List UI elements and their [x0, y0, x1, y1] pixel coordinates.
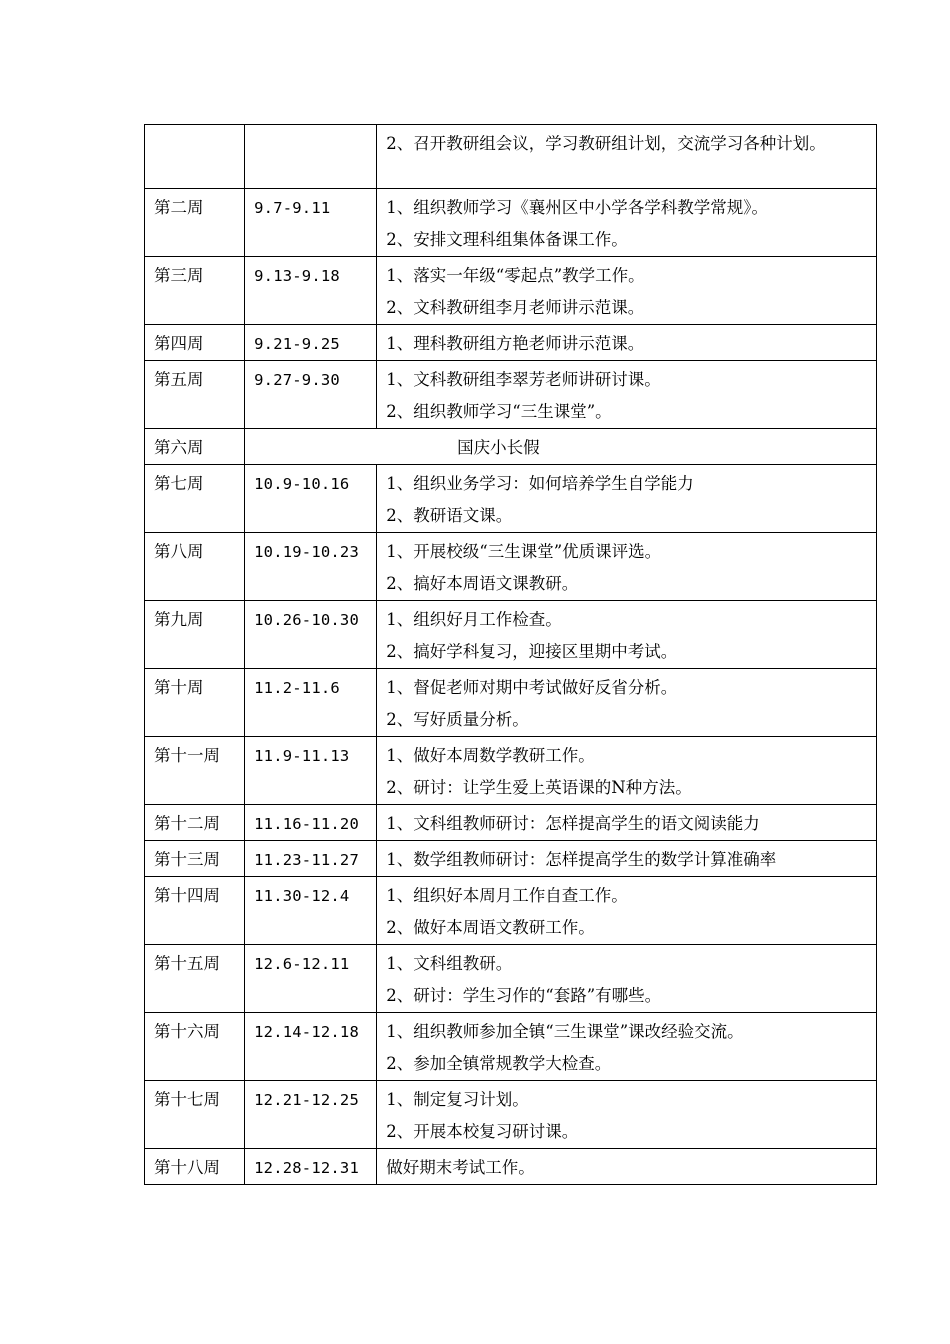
- date-range: 9.7-9.11: [254, 199, 331, 217]
- week-cell: [145, 257, 245, 325]
- week-label: 第四周: [154, 334, 204, 353]
- tasks-cell: [377, 533, 877, 601]
- tasks-cell: [377, 669, 877, 737]
- task-item: 2、召开教研组会议，学习教研组计划，交流学习各种计划。: [386, 134, 826, 153]
- task-item: 1、数学组教师研讨：怎样提高学生的数学计算准确率: [386, 850, 777, 869]
- task-item: 2、研讨：学生习作的“套路”有哪些。: [386, 986, 662, 1005]
- week-label: 第七周: [154, 474, 204, 493]
- task-item: 2、文科教研组李月老师讲示范课。: [386, 298, 645, 317]
- week-label: 第三周: [154, 266, 204, 285]
- tasks-cell: [377, 257, 877, 325]
- schedule-row: [145, 361, 877, 429]
- week-cell: [145, 361, 245, 429]
- date-range-cell: [245, 189, 377, 257]
- week-label: 第十一周: [154, 746, 220, 765]
- week-cell: [145, 737, 245, 805]
- week-label: 第八周: [154, 542, 204, 561]
- task-item: 2、安排文理科组集体备课工作。: [386, 230, 628, 249]
- tasks-cell: [377, 189, 877, 257]
- date-range-cell: [245, 1081, 377, 1149]
- date-range-cell: [245, 669, 377, 737]
- week-cell: [145, 601, 245, 669]
- tasks-cell: [377, 945, 877, 1013]
- task-item: 做好期末考试工作。: [386, 1158, 535, 1177]
- tasks-cell: [377, 1081, 877, 1149]
- task-item: 2、写好质量分析。: [386, 710, 529, 729]
- task-item: 2、搞好本周语文课教研。: [386, 574, 579, 593]
- task-item: 2、开展本校复习研讨课。: [386, 1122, 579, 1141]
- schedule-row: [145, 429, 877, 465]
- holiday-label: 国庆小长假: [457, 438, 540, 457]
- tasks-cell: [377, 1149, 877, 1185]
- date-range-cell: [245, 533, 377, 601]
- week-cell: [145, 533, 245, 601]
- date-range: 11.9-11.13: [254, 747, 350, 765]
- tasks-cell: [377, 877, 877, 945]
- schedule-row: [145, 805, 877, 841]
- schedule-row: [145, 737, 877, 805]
- date-range: 9.21-9.25: [254, 335, 340, 353]
- week-cell: [145, 1013, 245, 1081]
- task-item: 1、文科教研组李翠芳老师讲研讨课。: [386, 370, 661, 389]
- tasks-cell: [377, 601, 877, 669]
- task-item: 1、落实一年级“零起点”教学工作。: [386, 266, 645, 285]
- week-cell: [145, 877, 245, 945]
- task-item: 2、参加全镇常规教学大检查。: [386, 1054, 612, 1073]
- week-label: 第十三周: [154, 850, 220, 869]
- task-item: 1、理科教研组方艳老师讲示范课。: [386, 334, 645, 353]
- date-range-cell: [245, 257, 377, 325]
- schedule-row: [145, 945, 877, 1013]
- date-range: 10.9-10.16: [254, 475, 350, 493]
- week-cell: [145, 669, 245, 737]
- date-range-cell: [245, 1013, 377, 1081]
- task-item: 1、组织好月工作检查。: [386, 610, 562, 629]
- task-item: 1、组织教师学习《襄州区中小学各学科教学常规》。: [386, 198, 769, 217]
- task-item: 1、督促老师对期中考试做好反省分析。: [386, 678, 678, 697]
- date-range: 10.19-10.23: [254, 543, 359, 561]
- week-cell: [145, 465, 245, 533]
- schedule-row: [145, 257, 877, 325]
- week-label: 第十五周: [154, 954, 220, 973]
- date-range-cell: [245, 601, 377, 669]
- week-cell: [145, 805, 245, 841]
- schedule-row: [145, 1013, 877, 1081]
- schedule-row: [145, 601, 877, 669]
- task-item: 1、做好本周数学教研工作。: [386, 746, 595, 765]
- week-label: 第五周: [154, 370, 204, 389]
- tasks-cell: [377, 465, 877, 533]
- date-range-cell: [245, 805, 377, 841]
- date-range-cell: [245, 465, 377, 533]
- week-label: 第十四周: [154, 886, 220, 905]
- task-item: 1、组织教师参加全镇“三生课堂”课改经验交流。: [386, 1022, 744, 1041]
- week-cell: [145, 325, 245, 361]
- task-item: 1、开展校级“三生课堂”优质课评选。: [386, 542, 662, 561]
- date-range-cell: [245, 125, 377, 189]
- task-item: 1、组织好本周月工作自查工作。: [386, 886, 628, 905]
- week-label: 第十周: [154, 678, 204, 697]
- date-range: 11.23-11.27: [254, 851, 359, 869]
- date-range: 12.28-12.31: [254, 1159, 359, 1177]
- schedule-row: [145, 533, 877, 601]
- week-cell: [145, 841, 245, 877]
- schedule-row: [145, 1081, 877, 1149]
- schedule-row: [145, 189, 877, 257]
- date-range: 9.13-9.18: [254, 267, 340, 285]
- tasks-cell: [377, 841, 877, 877]
- week-cell: [145, 1149, 245, 1185]
- date-range-cell: [245, 325, 377, 361]
- holiday-cell: [245, 429, 877, 465]
- schedule-row: [145, 325, 877, 361]
- schedule-row: [145, 669, 877, 737]
- task-item: 2、搞好学科复习，迎接区里期中考试。: [386, 642, 678, 661]
- week-label: 第十七周: [154, 1090, 220, 1109]
- teaching-schedule-table: [144, 124, 877, 1185]
- schedule-row: [145, 841, 877, 877]
- date-range: 11.2-11.6: [254, 679, 340, 697]
- week-cell: [145, 1081, 245, 1149]
- task-item: 1、组织业务学习：如何培养学生自学能力: [386, 474, 694, 493]
- week-label: 第六周: [154, 438, 204, 457]
- date-range: 12.21-12.25: [254, 1091, 359, 1109]
- week-cell: [145, 945, 245, 1013]
- task-item: 2、教研语文课。: [386, 506, 513, 525]
- date-range: 10.26-10.30: [254, 611, 359, 629]
- date-range-cell: [245, 877, 377, 945]
- tasks-cell: [377, 125, 877, 189]
- tasks-cell: [377, 1013, 877, 1081]
- date-range: 9.27-9.30: [254, 371, 340, 389]
- date-range-cell: [245, 737, 377, 805]
- task-item: 2、组织教师学习“三生课堂”。: [386, 402, 612, 421]
- week-cell: [145, 429, 245, 465]
- week-cell: [145, 189, 245, 257]
- date-range-cell: [245, 841, 377, 877]
- date-range: [245, 125, 376, 128]
- tasks-cell: [377, 805, 877, 841]
- week-label: 第十六周: [154, 1022, 220, 1041]
- schedule-body: [145, 125, 877, 1185]
- tasks-cell: [377, 325, 877, 361]
- task-item: 1、文科组教师研讨：怎样提高学生的语文阅读能力: [386, 814, 760, 833]
- week-label: 第二周: [154, 198, 204, 217]
- schedule-row: [145, 1149, 877, 1185]
- date-range: 11.30-12.4: [254, 887, 350, 905]
- task-item: 1、制定复习计划。: [386, 1090, 529, 1109]
- task-item: 2、做好本周语文教研工作。: [386, 918, 595, 937]
- week-label: 第十八周: [154, 1158, 220, 1177]
- week-label: 第十二周: [154, 814, 220, 833]
- date-range-cell: [245, 945, 377, 1013]
- tasks-cell: [377, 361, 877, 429]
- schedule-row: [145, 125, 877, 189]
- tasks-cell: [377, 737, 877, 805]
- week-label: [145, 125, 244, 128]
- date-range-cell: [245, 361, 377, 429]
- schedule-row: [145, 465, 877, 533]
- date-range: 12.14-12.18: [254, 1023, 359, 1041]
- date-range: 11.16-11.20: [254, 815, 359, 833]
- week-label: 第九周: [154, 610, 204, 629]
- date-range: 12.6-12.11: [254, 955, 350, 973]
- schedule-row: [145, 877, 877, 945]
- task-item: 1、文科组教研。: [386, 954, 513, 973]
- week-cell: [145, 125, 245, 189]
- task-item: 2、研讨：让学生爱上英语课的N种方法。: [386, 778, 692, 797]
- date-range-cell: [245, 1149, 377, 1185]
